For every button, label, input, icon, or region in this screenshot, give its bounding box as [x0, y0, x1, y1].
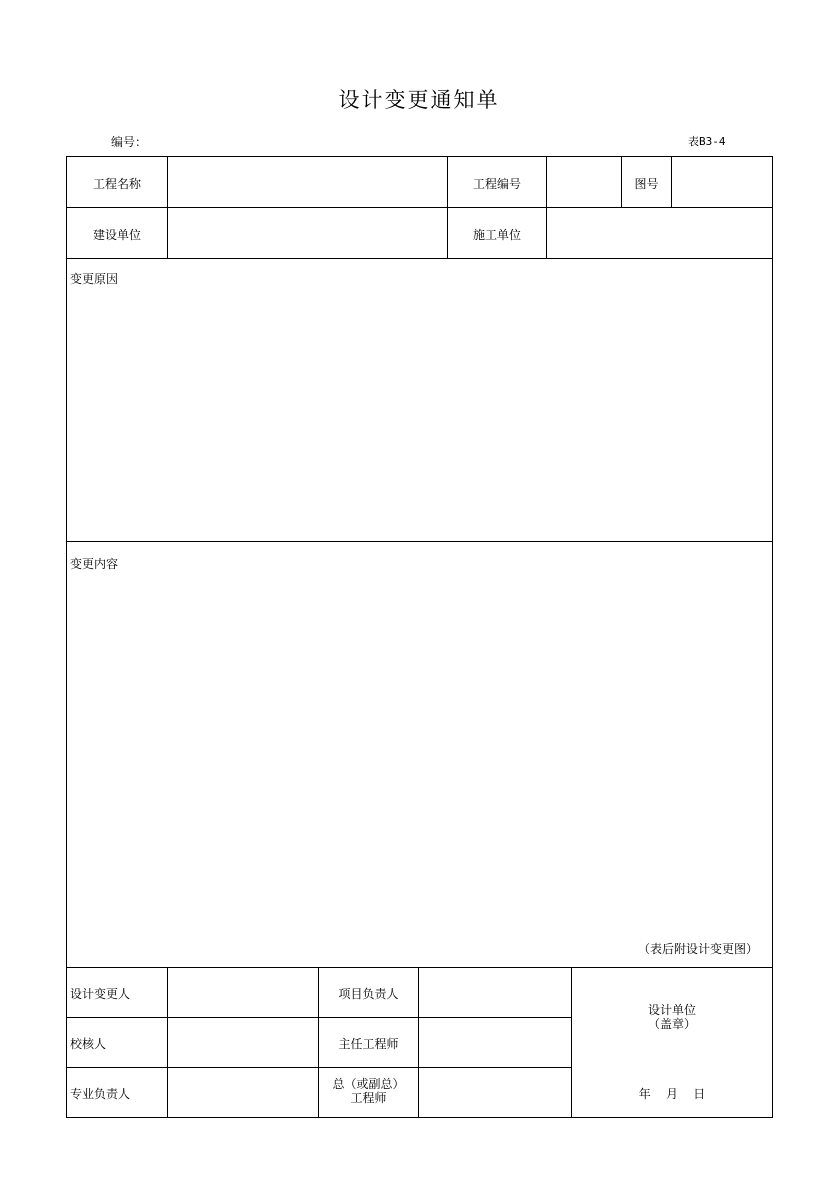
- table-border-right: [772, 156, 773, 1118]
- general-engineer-line2: 工程师: [350, 1091, 387, 1105]
- row-divider: [66, 258, 773, 259]
- drawing-number-label: 图号: [634, 177, 659, 191]
- change-reason-area[interactable]: [67, 288, 772, 540]
- change-content-label: 变更内容: [70, 557, 119, 571]
- chief-engineer-label: 主任工程师: [338, 1037, 399, 1051]
- project-leader-value[interactable]: [419, 968, 571, 1017]
- drawing-number-value[interactable]: [672, 157, 772, 207]
- project-leader-label: 项目负责人: [338, 987, 399, 1001]
- project-name-label: 工程名称: [92, 177, 141, 191]
- chief-engineer-value[interactable]: [419, 1018, 571, 1067]
- design-changer-label: 设计变更人: [70, 987, 131, 1001]
- general-engineer-line1: 总（或副总）: [332, 1077, 405, 1091]
- reviewer-value[interactable]: [168, 1018, 318, 1067]
- discipline-leader-label: 专业负责人: [70, 1087, 131, 1101]
- seal-label: （盖章）: [647, 1017, 696, 1031]
- general-engineer-value[interactable]: [419, 1068, 571, 1117]
- design-unit-block: [572, 1003, 772, 1031]
- date-label: 年 月 日: [638, 1087, 706, 1101]
- number-label: 编号：: [111, 135, 148, 149]
- reviewer-label: 校核人: [70, 1037, 107, 1051]
- page-title: 设计变更通知单: [338, 88, 500, 112]
- owner-unit-label: 建设单位: [92, 228, 141, 242]
- change-reason-label: 变更原因: [70, 272, 119, 286]
- table-border-bottom: [66, 1117, 773, 1118]
- project-number-label: 工程编号: [472, 177, 521, 191]
- design-unit-label: 设计单位: [647, 1003, 696, 1017]
- project-number-value[interactable]: [547, 157, 621, 207]
- design-changer-value[interactable]: [168, 968, 318, 1017]
- attachment-note: （表后附设计变更图）: [638, 942, 759, 956]
- project-name-value[interactable]: [168, 157, 447, 207]
- construction-unit-label: 施工单位: [472, 228, 521, 242]
- discipline-leader-value[interactable]: [168, 1068, 318, 1117]
- construction-unit-value[interactable]: [547, 208, 772, 258]
- owner-unit-value[interactable]: [168, 208, 447, 258]
- change-content-area[interactable]: [67, 573, 772, 933]
- row-divider: [66, 541, 773, 542]
- form-code: 表B3-4: [688, 135, 726, 148]
- general-engineer-label: [319, 1077, 418, 1105]
